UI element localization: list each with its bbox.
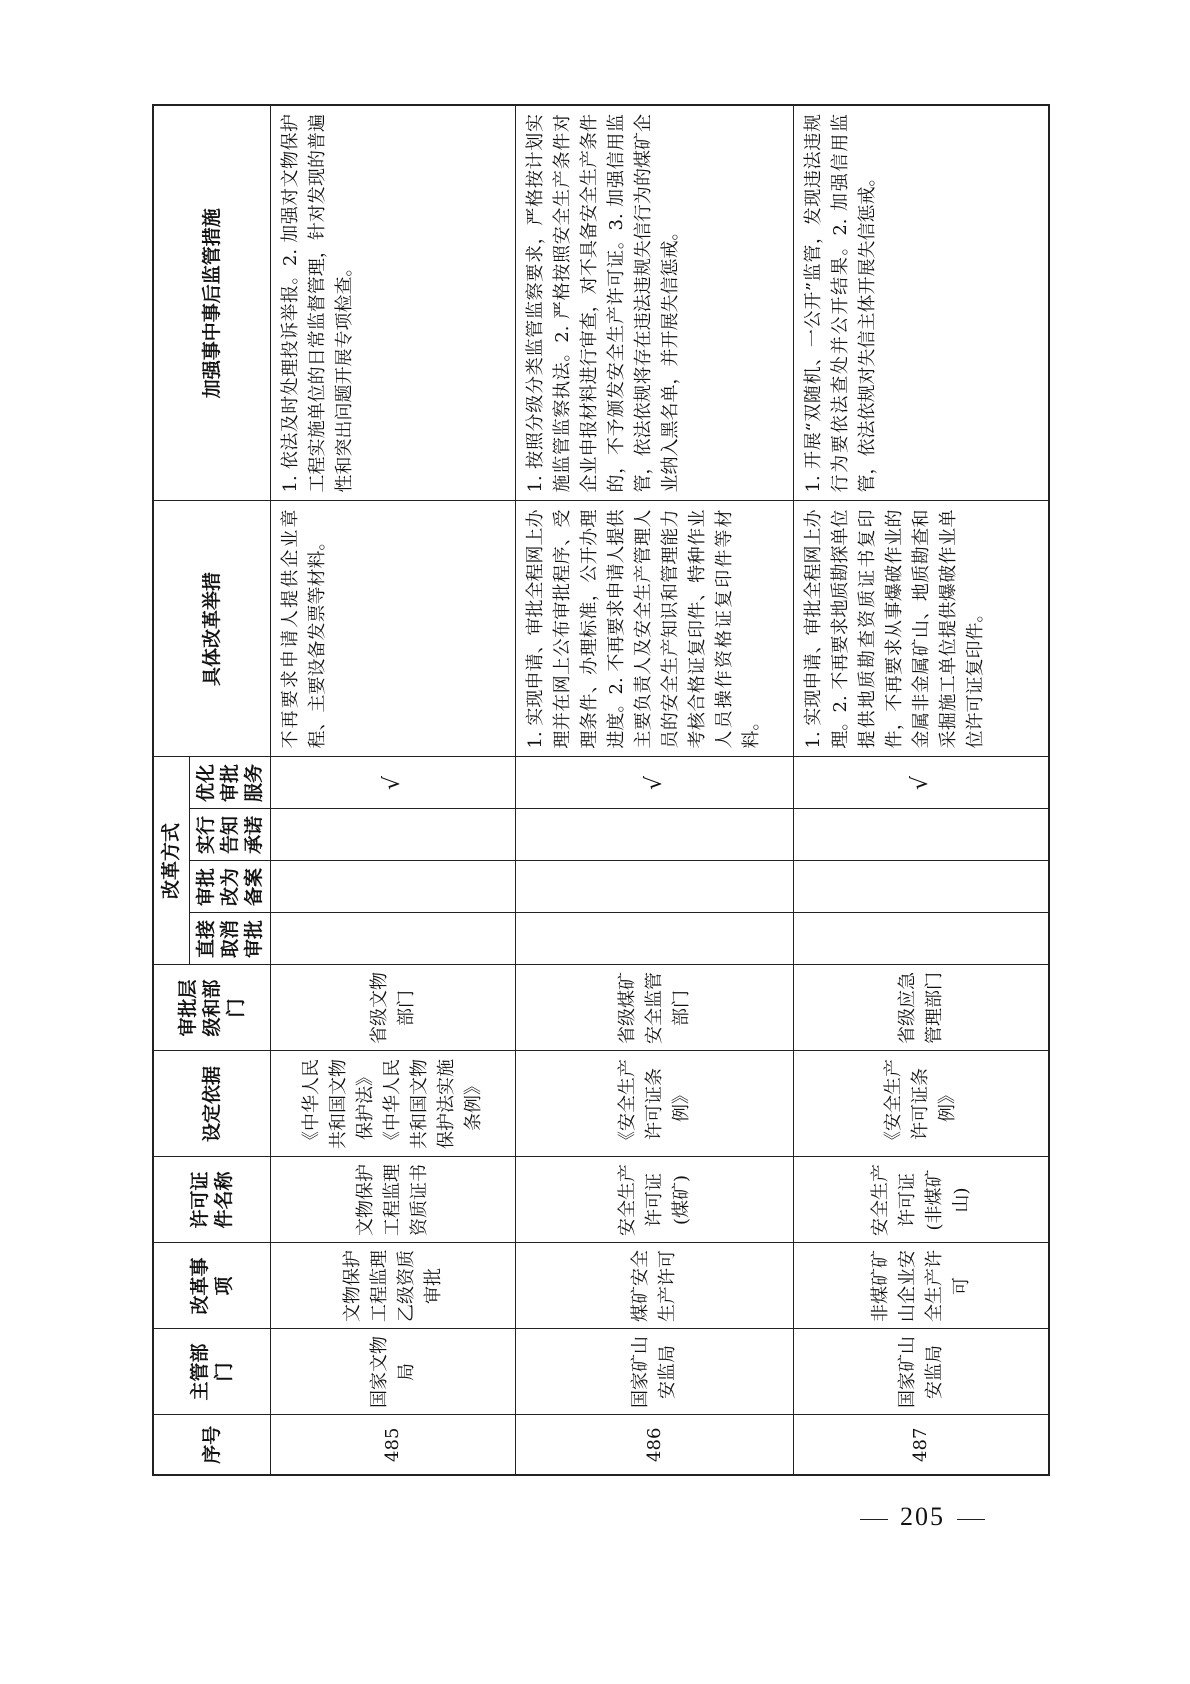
header-measures: 具体改革举措 <box>153 501 270 757</box>
header-license: 许可证件名称 <box>153 1157 270 1243</box>
header-method-group: 改革方式 <box>153 757 189 965</box>
header-level: 审批层级和部门 <box>153 965 270 1051</box>
header-dept: 主管部门 <box>153 1329 270 1415</box>
cell-m3 <box>793 809 1049 861</box>
cell-dept: 国家文物局 <box>270 1329 515 1415</box>
header-seq: 序号 <box>153 1415 270 1475</box>
table-row <box>270 105 515 1475</box>
cell-m4-check: √ <box>793 757 1049 809</box>
header-m2: 审批改为备案 <box>189 861 270 913</box>
cell-level: 省级文物部门 <box>270 965 515 1051</box>
cell-m1 <box>793 913 1049 965</box>
cell-supervision: 1. 开展“双随机、一公开”监管，发现违法违规行为要依法查处并公开结果。2. 加强信用监管，依法依规对失信主体开展失信惩戒。 <box>793 105 1049 501</box>
cell-m2 <box>515 861 793 913</box>
header-item: 改革事项 <box>153 1243 270 1329</box>
cell-dept: 国家矿山安监局 <box>515 1329 793 1415</box>
cell-measures: 1. 实现申请、审批全程网上办理并在网上公布审批程序、受理条件、办理标准，公开办理进度。2. 不再要求申请人提供主要负责人及安全生产管理人员的安全生产知识和管理能力考核合格证复印件、特种作业人员操作资格证复印件等材料。 <box>515 501 793 757</box>
header-supervision: 加强事中事后监管措施 <box>153 105 270 501</box>
cell-basis: 《安全生产许可证条例》 <box>793 1051 1049 1157</box>
page-number-left-dash <box>860 1519 888 1520</box>
cell-seq: 485 <box>270 1415 515 1475</box>
cell-m4-check: √ <box>270 757 515 809</box>
cell-level: 省级应急管理部门 <box>793 965 1049 1051</box>
page-number-right-dash <box>957 1519 985 1520</box>
cell-seq: 487 <box>793 1415 1049 1475</box>
reform-table <box>152 104 1050 1476</box>
cell-m2 <box>793 861 1049 913</box>
cell-level: 省级煤矿安全监管部门 <box>515 965 793 1051</box>
cell-m1 <box>515 913 793 965</box>
cell-dept: 国家矿山安监局 <box>793 1329 1049 1415</box>
page-number-value: 205 <box>900 1502 945 1531</box>
header-m1: 直接取消审批 <box>189 913 270 965</box>
cell-m2 <box>270 861 515 913</box>
cell-license: 安全生产许可证(非煤矿山) <box>793 1157 1049 1243</box>
cell-m3 <box>515 809 793 861</box>
header-basis: 设定依据 <box>153 1051 270 1157</box>
cell-measures: 1. 实现申请、审批全程网上办理。2. 不再要求地质勘探单位提供地质勘查资质证书复印件，不再要求从事爆破作业的金属非金属矿山、地质勘查和采掘施工单位提供爆破作业单位许可证复印件。 <box>793 501 1049 757</box>
page-number <box>848 1502 997 1532</box>
cell-basis: 《中华人民共和国文物保护法》《中华人民共和国文物保护法实施条例》 <box>270 1051 515 1157</box>
cell-supervision: 1. 依法及时处理投诉举报。2. 加强对文物保护工程实施单位的日常监督管理，针对发现的普遍性和突出问题开展专项检查。 <box>270 105 515 501</box>
rotated-table-wrapper <box>152 113 1042 1476</box>
cell-basis: 《安全生产许可证条例》 <box>515 1051 793 1157</box>
table-row <box>793 105 1049 1475</box>
cell-seq: 486 <box>515 1415 793 1475</box>
header-m4: 优化审批服务 <box>189 757 270 809</box>
cell-license: 文物保护工程监理资质证书 <box>270 1157 515 1243</box>
cell-m4-check: √ <box>515 757 793 809</box>
header-m3: 实行告知承诺 <box>189 809 270 861</box>
table-row <box>515 105 793 1475</box>
cell-item: 煤矿安全生产许可 <box>515 1243 793 1329</box>
cell-item: 非煤矿矿山企业安全生产许可 <box>793 1243 1049 1329</box>
cell-m1 <box>270 913 515 965</box>
cell-measures: 不再要求申请人提供企业章程、主要设备发票等材料。 <box>270 501 515 757</box>
cell-license: 安全生产许可证(煤矿) <box>515 1157 793 1243</box>
cell-m3 <box>270 809 515 861</box>
cell-item: 文物保护工程监理乙级资质审批 <box>270 1243 515 1329</box>
cell-supervision: 1. 按照分级分类监管监察要求，严格按计划实施监管监察执法。2. 严格按照安全生产条件对企业申报材料进行审查，对不具备安全生产条件的，不予颁发安全生产许可证。3. 加强信用监管，依法依规将存在违法违规失信行为的煤矿企业纳入黑名单，并开展失信惩戒。 <box>515 105 793 501</box>
